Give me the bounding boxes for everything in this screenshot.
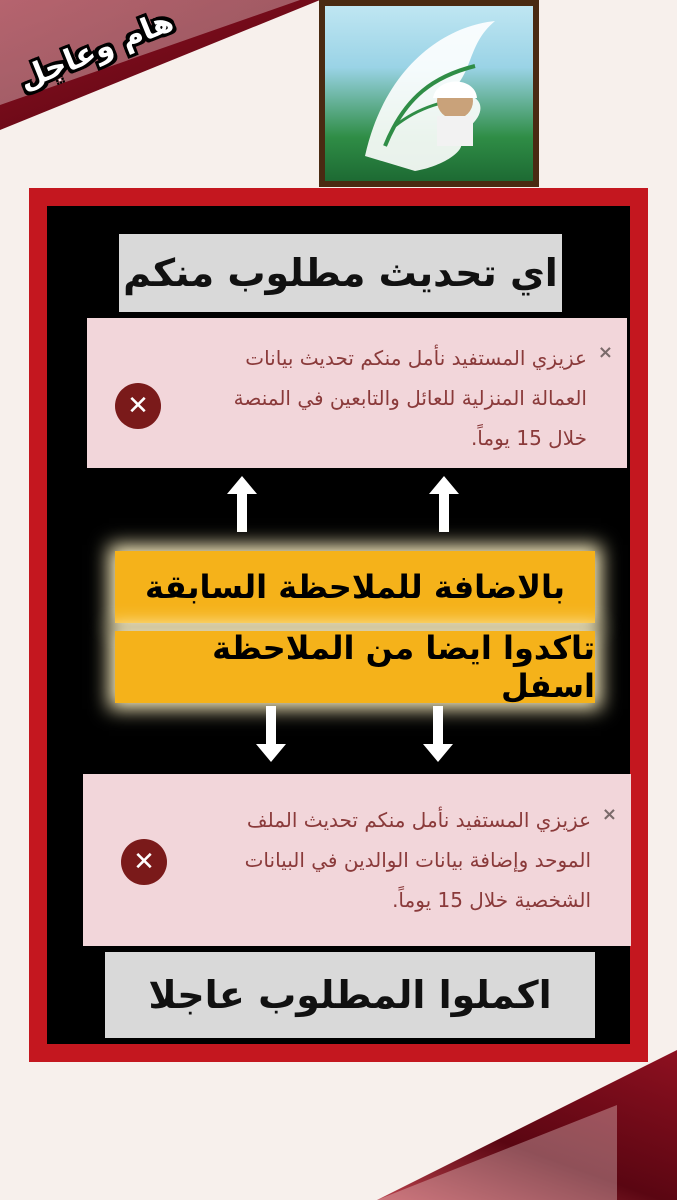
error-circle-icon: ✕ [115,383,161,429]
portrait-frame [319,0,539,187]
frame-content [47,206,630,1044]
portrait-image [325,6,533,181]
arrow-up-icon [227,476,257,532]
alert-card-top [87,318,627,468]
close-x-icon[interactable]: × [597,342,613,363]
alert-message [234,338,587,458]
alert-line: خلال 15 يوماً. [470,426,587,450]
alert-line: عزيزي المستفيد نأمل منكم تحديث بيانات [245,346,587,370]
alert-line: الشخصية خلال 15 يوماً. [392,888,591,912]
close-x-icon[interactable]: × [601,804,617,825]
header-banner: اي تحديث مطلوب منكم [119,234,562,312]
alert-message [245,800,591,920]
alert-line: الموحد وإضافة بيانات الوالدين في البيانات [244,848,591,872]
main-frame [29,188,648,1062]
error-circle-icon: ✕ [121,839,167,885]
highlight-box-bottom: تاكدوا ايضا من الملاحظة اسفل [115,631,595,703]
highlight-box-top: بالاضافة للملاحظة السابقة [115,551,595,623]
corner-highlight-bottom-right [377,1105,617,1200]
alert-line: العمالة المنزلية للعائل والتابعين في المنصة [233,386,587,410]
urgent-badge: هام وعاجل [13,3,179,97]
arrow-down-icon [423,706,453,762]
arrow-up-icon [429,476,459,532]
footer-banner: اكملوا المطلوب عاجلا [105,952,595,1038]
arrow-down-icon [256,706,286,762]
alert-card-bottom [83,774,631,946]
alert-line: عزيزي المستفيد نأمل منكم تحديث الملف [246,808,591,832]
calligraphy-artwork [325,6,533,181]
